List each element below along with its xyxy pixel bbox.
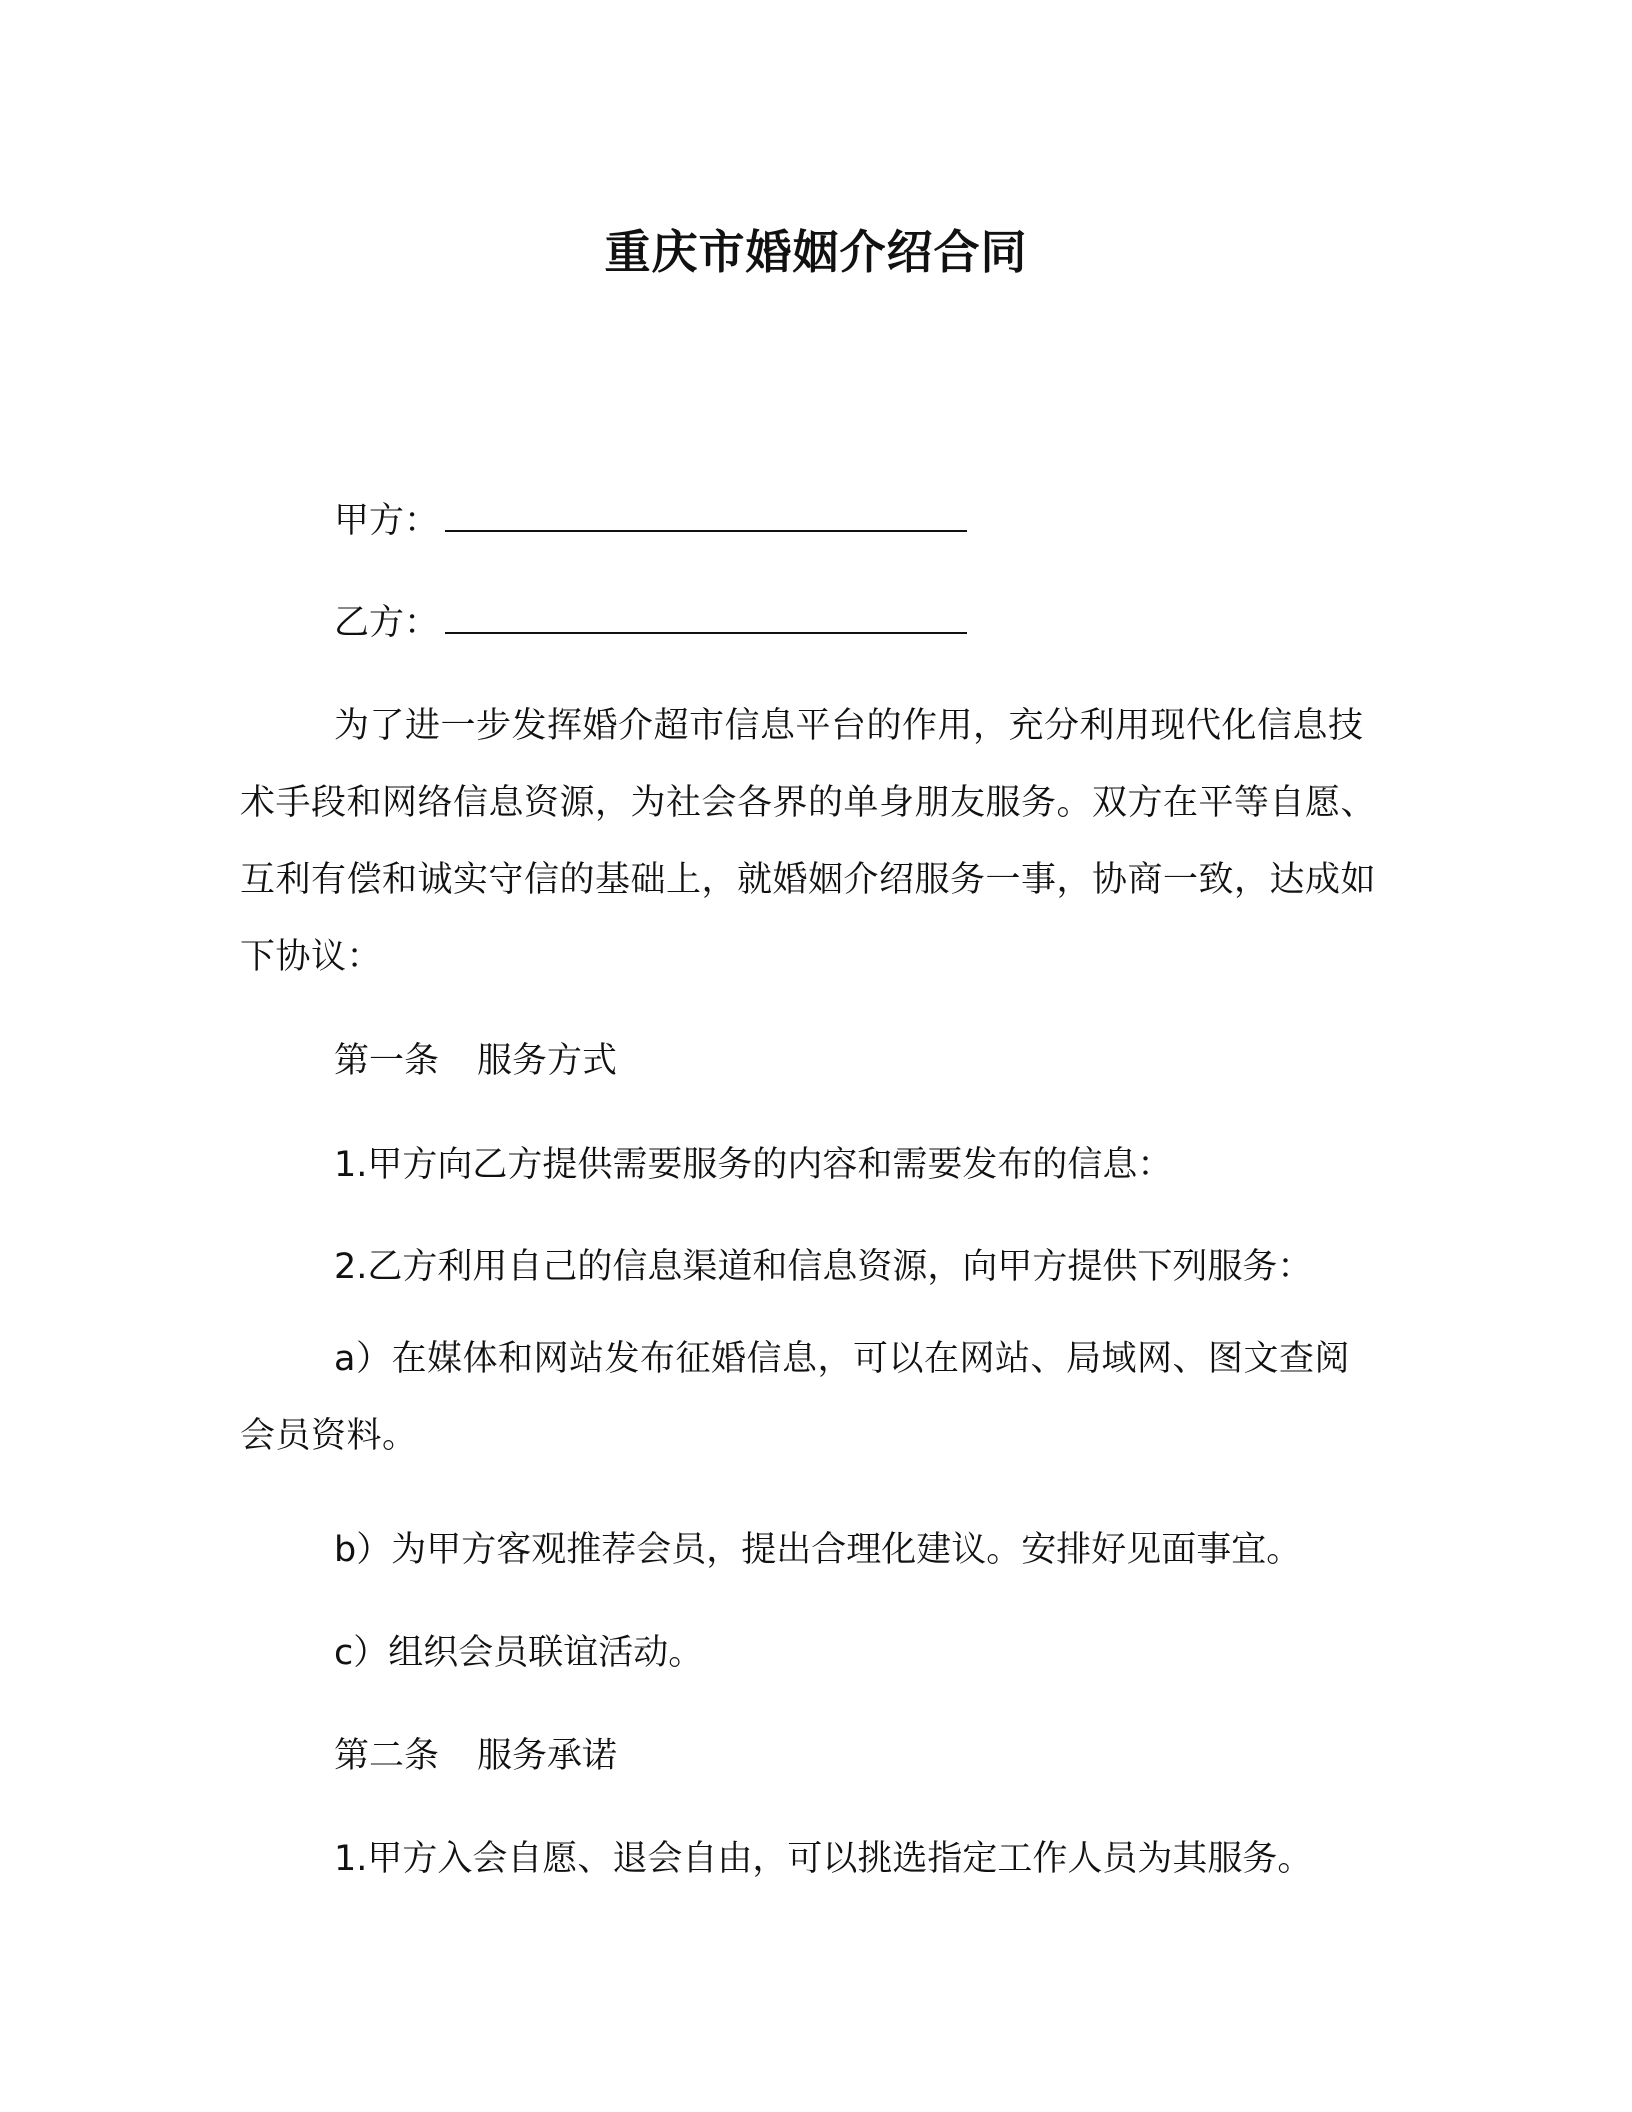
party-a-line — [334, 496, 967, 546]
article-1-item-b: b）为甲方客观推荐会员，提出合理化建议。安排好见面事宜。 — [334, 1530, 1302, 1570]
article-1-title: 服务方式 — [477, 1041, 618, 1081]
party-b-blank — [445, 602, 967, 634]
party-b-label: 乙方： — [334, 603, 440, 643]
article-2-title: 服务承诺 — [477, 1736, 618, 1776]
article-2-number: 第二条 — [334, 1736, 440, 1776]
article-2-heading — [334, 1731, 617, 1781]
intro-paragraph: 为了进一步发挥婚介超市信息平台的作用，充分利用现代化信息技术手段和网络信息资源，为社会各界的单身朋友服务。双方在平等自愿、互利有偿和诚实守信的基础上，就婚姻介绍服务一事，协商一致，达成如下协议： — [240, 706, 1377, 977]
article-1-heading — [334, 1036, 617, 1086]
article-1-item-1: 1.甲方向乙方提供需要服务的内容和需要发布的信息： — [334, 1145, 1173, 1185]
party-a-blank — [445, 500, 967, 532]
article-2-item-1: 1.甲方入会自愿、退会自由，可以挑选指定工作人员为其服务。 — [334, 1839, 1313, 1879]
party-b-line — [334, 598, 967, 648]
article-1-item-2: 2.乙方利用自己的信息渠道和信息资源，向甲方提供下列服务： — [334, 1247, 1313, 1287]
article-1-number: 第一条 — [334, 1041, 440, 1081]
article-1-item-c: c）组织会员联谊活动。 — [334, 1633, 704, 1673]
party-a-label: 甲方： — [334, 501, 440, 541]
document-title: 重庆市婚姻介绍合同 — [604, 225, 1028, 279]
article-1-item-a: a）在媒体和网站发布征婚信息，可以在网站、局域网、图文查阅会员资料。 — [240, 1339, 1350, 1456]
